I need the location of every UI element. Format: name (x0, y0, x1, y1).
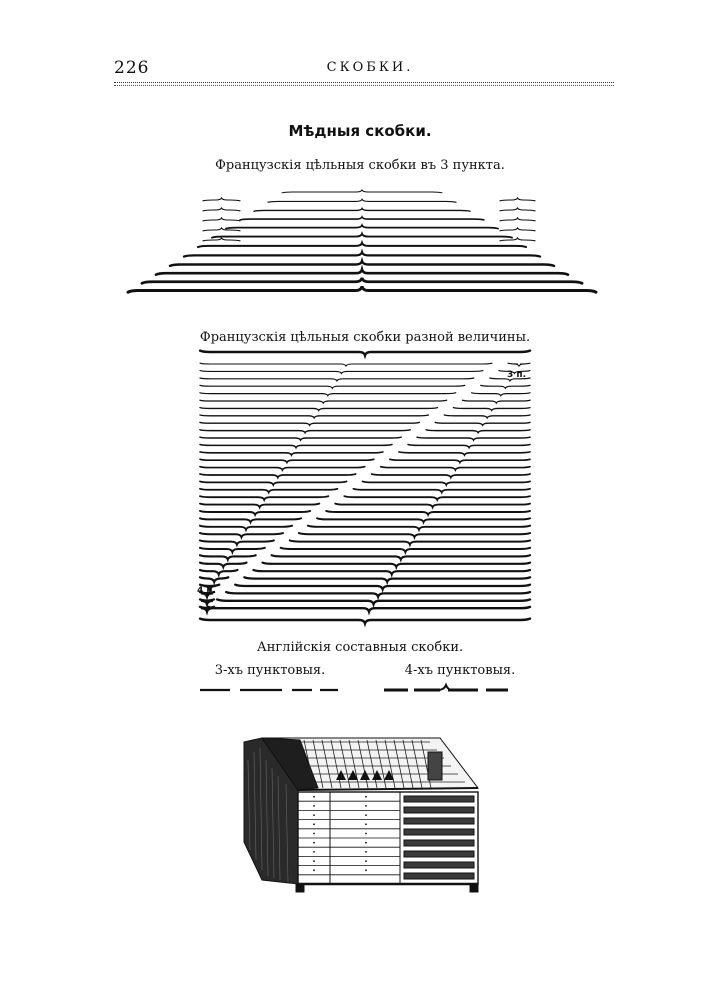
brace (203, 208, 240, 211)
type-case-cabinet-illustration (244, 738, 478, 892)
brace (417, 437, 530, 440)
brace (200, 363, 492, 366)
brace (500, 198, 535, 201)
brace (326, 511, 530, 515)
drawer-knob (313, 860, 315, 862)
brace (281, 548, 530, 552)
brace (335, 504, 530, 508)
figure-english-composite-braces (200, 685, 508, 690)
section-title: Мѣдныя скобки. (288, 122, 432, 140)
caption-french-various: Французскія цѣльныя скобки разной величины. (199, 330, 531, 345)
brace (128, 286, 596, 292)
figure-french-braces-various (200, 351, 530, 624)
brace (200, 474, 356, 477)
drawer-knob (365, 796, 367, 798)
brace (200, 351, 530, 356)
brace (444, 415, 530, 418)
brace (272, 555, 530, 559)
brace (263, 563, 530, 567)
brace (268, 199, 456, 202)
caption-3pt-composite: 3-хъ пунктовыя. (214, 663, 326, 678)
drawer-knob (313, 805, 315, 807)
caption-4pt-composite: 4-хъ пунктовыя. (404, 663, 516, 678)
rack-slot (404, 818, 474, 824)
brace (208, 607, 530, 612)
brace (200, 496, 328, 500)
drawer-knob (365, 869, 367, 871)
drawer-knob (313, 796, 315, 798)
brace (200, 548, 265, 552)
brace (282, 190, 442, 193)
brace (200, 592, 214, 597)
brace (200, 570, 237, 574)
drawer-knob (313, 823, 315, 825)
brace (235, 585, 530, 589)
drawer-knob (365, 851, 367, 853)
label-3pt: 3 п. (507, 370, 527, 380)
brace (290, 540, 530, 544)
rack-slot (404, 796, 474, 802)
rack-slot (404, 873, 474, 879)
brace (390, 459, 530, 462)
brace (217, 599, 530, 604)
brace (200, 422, 419, 425)
brace (226, 225, 498, 228)
brace (399, 452, 530, 455)
brace (453, 408, 530, 411)
brace (254, 208, 470, 211)
brace (200, 467, 365, 470)
brace (344, 496, 530, 500)
brace (253, 570, 530, 574)
brace (200, 459, 374, 462)
brace (200, 577, 228, 581)
drawer-knob (313, 814, 315, 816)
rack-slot (404, 851, 474, 857)
brace (200, 452, 383, 455)
drawer-knob (313, 851, 315, 853)
brace (200, 585, 219, 589)
drawer-knob (365, 842, 367, 844)
brace (363, 481, 530, 484)
brace (200, 526, 292, 530)
figure-french-braces-3pt (128, 190, 596, 292)
drawer-knob (313, 833, 315, 835)
brace (200, 437, 401, 440)
brace (203, 238, 240, 241)
brace (508, 363, 530, 366)
drawer-knob (365, 814, 367, 816)
brace (244, 577, 530, 581)
brace (200, 481, 347, 484)
caption-french-3pt: Французскія цѣльныя скобки въ 3 пункта. (215, 158, 505, 173)
brace (200, 430, 410, 433)
brace (240, 217, 484, 220)
brace (200, 511, 310, 515)
brace (435, 422, 530, 425)
dash-4pt-center (438, 685, 452, 690)
brace (200, 378, 474, 381)
brace (200, 504, 319, 508)
brace (200, 555, 256, 559)
brace (481, 385, 530, 388)
brace (200, 445, 392, 448)
brace (200, 533, 283, 537)
brace (299, 533, 530, 537)
brace (500, 238, 535, 241)
brace (200, 385, 465, 388)
rack-slot (404, 807, 474, 813)
brace (463, 400, 530, 403)
rack-slot (404, 840, 474, 846)
brace (203, 218, 240, 221)
brace (200, 518, 301, 522)
brace (200, 489, 337, 492)
drawer-knob (365, 805, 367, 807)
brace (142, 278, 582, 283)
drawer-knob (365, 823, 367, 825)
brace (353, 489, 530, 492)
label-4pt: 4 п. (197, 586, 217, 596)
brace (200, 400, 447, 403)
caption-english-composite: Англійскія составныя скобки. (256, 640, 464, 655)
page-number: 226 (114, 58, 150, 78)
rack-slot (404, 862, 474, 868)
brace (226, 592, 530, 597)
brace (200, 599, 214, 604)
drawer-knob (365, 833, 367, 835)
brace (184, 252, 540, 256)
brace (156, 270, 568, 275)
brace (308, 526, 530, 530)
brace (212, 234, 512, 238)
drawer-knob (313, 869, 315, 871)
brace (200, 540, 274, 544)
drawer-knob (313, 842, 315, 844)
drawer-knob (365, 860, 367, 862)
brace (200, 619, 530, 624)
brace (500, 208, 535, 211)
brace (500, 228, 535, 231)
brace (472, 393, 530, 396)
brace (381, 467, 530, 470)
brace (203, 198, 240, 201)
brace (500, 218, 535, 221)
rack-slot (404, 829, 474, 835)
brace (200, 371, 483, 374)
brace (200, 408, 437, 411)
brace (317, 518, 530, 522)
brace (198, 243, 526, 247)
brace (200, 393, 456, 396)
brace (408, 445, 530, 448)
running-head: СКОБКИ. (326, 60, 414, 75)
brace (490, 378, 530, 381)
brace (372, 474, 530, 477)
brace (499, 371, 530, 374)
brace (426, 430, 530, 433)
brace (200, 415, 428, 418)
brace (200, 563, 247, 567)
